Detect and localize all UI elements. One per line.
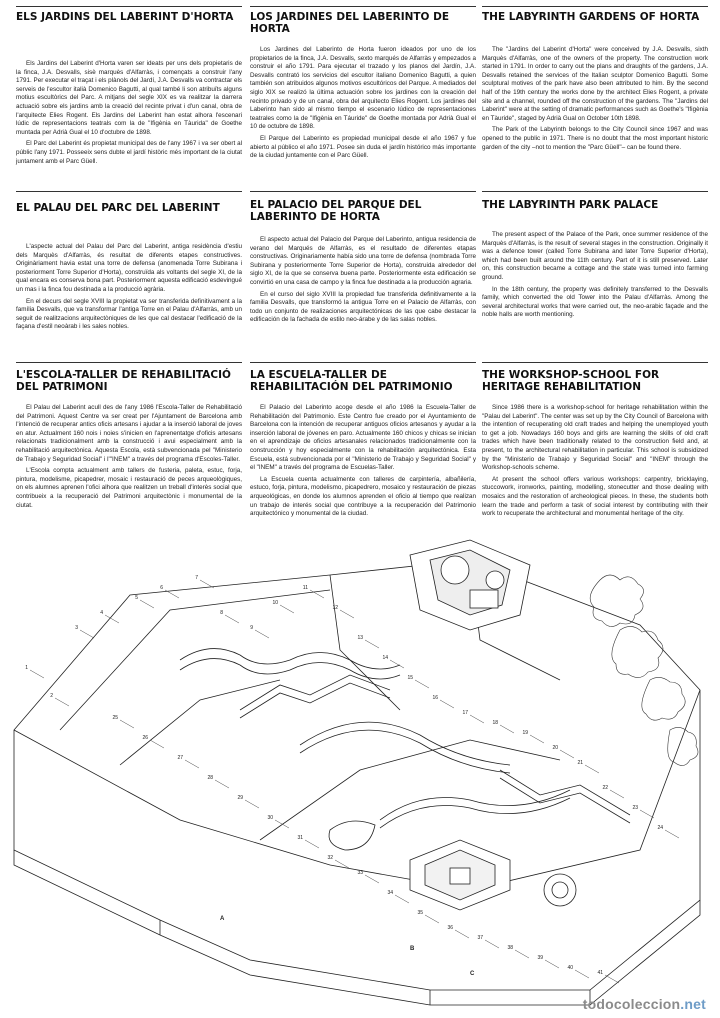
callout-number: 10 [272, 600, 278, 606]
callout-number: 18 [492, 720, 498, 726]
callout-letter: A [220, 916, 225, 922]
callout-leader [30, 670, 44, 678]
paragraph: El Palacio del Laberinto acoge desde el año 1986 la Escuela-Taller de Rehabilitación del Patrimonio. Este Centro fue creado por el Ayuntamiento de Barcelona con la intención de recuperar antiguos oficios artesanos y ayudar a la inserción laboral de jóvenes en paro. Actualmente 160 chicos y chicas se inician en el aprendizaje de oficios artesanales relacionados tradicionalmente con la construcción y hoy especialmente con la rehabilitación arquitectónica. Esta Escuela, está subvencionada por el "Ministerio de Trabajo y Seguridad Social" y el "INEM" a través del programa de Escuelas-Taller. [250, 404, 476, 472]
callout-number: 1 [25, 665, 28, 671]
callout-number: 21 [577, 760, 583, 766]
paragraph: Since 1986 there is a workshop-school for heritage rehabilitation within the "Palau del Laberint". The center was set up by the City Council of Barcelona with the intention of recuperating old craft trades and helping the unemployed youth to get a job. Nowadays 160 boys and girls are learning the skills of old craft trades which have been traditionally related to the construction field and, at present, to the architectural rehabilitation in particular. This school is subsidized by the "Ministerio de Trabajo y Seguridad Social" and "INEM" through the Workshop-schools scheme. [482, 404, 708, 472]
callout-number: 25 [112, 715, 118, 721]
callout-number: 11 [302, 585, 308, 591]
callout-number: 23 [632, 805, 638, 811]
section-heading: EL PALACIO DEL PARQUE DEL LABERINTO DE HORTA [250, 199, 422, 223]
divider [16, 362, 242, 363]
callout-number: 33 [357, 870, 363, 876]
callout-number: 5 [135, 595, 138, 601]
callout-number: 8 [220, 610, 223, 616]
section-body [16, 60, 242, 169]
callout-number: 22 [602, 785, 608, 791]
divider [482, 6, 708, 7]
paragraph: El Parc del Laberint és propietat municipal des de l'any 1967 i va ser obert al públic l'any 1971. Posseeix sens dubte el jardí històric més important de la ciutat juntament amb el Parc Güell. [16, 140, 242, 165]
callout-number: 27 [177, 755, 183, 761]
section-body [482, 46, 708, 155]
callout-number: 20 [552, 745, 558, 751]
paragraph: En el decurs del segle XVIII la propietat va ser transferida definitivament a la família Desvalls, que va transformar l'antiga Torre en el Palau d'Alfarràs, amb un seguit de realitzacions arquitectòniques de les que cal destacar l'edificació de la façana d'estil neoàrab i les sales nobles. [16, 297, 242, 331]
paragraph: In the 18th century, the property was definitely transferred to the Desvalls family, which converted the old Tower into the Palau d'Alfarràs. Among the several architectural works that were carried out, the neo-arabic façade and the noble halls are worth mentioning. [482, 285, 708, 319]
callout-number: 39 [537, 955, 543, 961]
divider [482, 362, 708, 363]
section-body [16, 243, 242, 335]
watermark-domain: .net [680, 996, 706, 1012]
callout-leader [605, 975, 619, 983]
section-heading: LA ESCUELA-TALLER DE REHABILITACIÓN DEL PATRIMONIO [250, 369, 453, 393]
axonometric-plan [0, 520, 720, 1018]
divider [16, 191, 242, 192]
callout-number: 7 [195, 575, 198, 581]
callout-number: 36 [447, 925, 453, 931]
paragraph: At present the school offers various workshops: carpentry, bricklaying, stuccowork, ironworks, painting, modelling, stonecutter and those dealing with mosaics and the restoration of archeological pieces. In these, the students both learn the trade and perform a task of social interest by contributing with their work to recuperate the architectural and monumental heritage of the city. [482, 475, 708, 518]
divider [250, 191, 476, 192]
paragraph: El aspecto actual del Palacio del Parque del Laberinto, antigua residencia de verano del Marqués de Alfarràs, es el resultado de diferentes etapas constructivas. Originariamente había sido una torre de defensa (nombrada Torre Subirana y posteriormente Torre Superior de Horta), construida alrededor del siglo XI, de la que se conserva buena parte. Posteriormente esta edificación se convirtió en una casa de campo y la finca fue destinada a la producción agraria. [250, 236, 476, 286]
paragraph: The Park of the Labyrinth belongs to the City Council since 1967 and was opened to the public in 1971. There is no doubt that the most important historic garden of the city –not to mention the "Parc Güell"– can be found there. [482, 126, 708, 151]
callout-letter: C [470, 971, 475, 977]
plan-drawing [0, 520, 720, 1018]
paragraph: La Escuela cuenta actualmente con talleres de carpintería, albañilería, estuco, forja, pintura, modelismo, picapedrero, mosaico y restauración de piezas arqueológicas, en donde los alumnos aprenden el oficio al tiempo que realizan un trabajo de interés social que contribuye a la recuperación del Patrimonio arquitectónico y monumental de la ciudad. [250, 475, 476, 518]
section-body [250, 404, 476, 522]
callout-letter: B [410, 946, 415, 952]
callout-number: 41 [597, 970, 603, 976]
callout-number: 6 [160, 585, 163, 591]
callout-number: 2 [50, 693, 53, 699]
callout-number: 4 [100, 610, 103, 616]
callout-number: 19 [522, 730, 528, 736]
callout-number: 17 [462, 710, 468, 716]
callout-number: 13 [357, 635, 363, 641]
callout-leader [80, 630, 94, 638]
divider [16, 6, 242, 7]
callout-leader [200, 580, 214, 588]
callout-number: 26 [142, 735, 148, 741]
section-heading: ELS JARDINS DEL LABERINT D'HORTA [16, 11, 234, 23]
paragraph: L'aspecte actual del Palau del Parc del Laberint, antiga residència d'estiu dels Marquès d'Alfarràs, és resultat de diferents etapes constructives. Originàriament havia estat una torre de defensa (anomenada Torre Subirana i posteriorment Torre Superior d'Horta), construïda als voltants del segle XI, de la qual encara es conserva bona part. Posteriorment aquesta edificació esdevingué un mas i la finca fou destinada a la producció agrària. [16, 243, 242, 293]
callout-number: 9 [250, 625, 253, 631]
callout-number: 34 [387, 890, 393, 896]
paragraph: The present aspect of the Palace of the Park, once summer residence of the Marquès d'Alfarràs, is the result of several stages in the construction. Originally it was a defence tower (called Torre Subirana and later Torre Superior d'Horta), which had been built around the 11th century. Part of it is still preserved. Later on, this construction became a cottage and the state was turned into farming ground. [482, 231, 708, 281]
section-heading: THE WORKSHOP-SCHOOL FOR HERITAGE REHABILITATION [482, 369, 660, 393]
section-body [482, 404, 708, 522]
callout-number: 35 [417, 910, 423, 916]
paragraph: Los Jardines del Laberinto de Horta fueron ideados por uno de los propietarios de la finca, J.A. Desvalls, sexto marqués de Alfarràs y empezados a construir el año 1791. Para ejecutar el trazado y los planos del Jardín, J.A. Desvalls contrató los servicios del escultor italiano Domenico Bagutti, a quien también son atribuidos algunos motivos escultóricos del Parque. A mediados del siglo XIX se realizó la última actuación sobre los jardines con la creación del recinto privado y de un canal, obra del arquitecto Elies Rogent. Los jardines del Laberinto han sido al mismo tiempo el escenario lúdico de representaciones teatrales como la de "Ifigènia en Táuride" de Goethe montada por Adrià Gual el 10 de octubre de 1898. [250, 46, 476, 131]
callout-number: 31 [297, 835, 303, 841]
callout-number: 16 [432, 695, 438, 701]
paragraph: The "Jardins del Laberint d'Horta" were conceived by J.A. Desvalls, sixth Marquès d'Alfarràs, one of the owners of the property. The construction work started in 1791. In order to carry out the plans and draughts of the gardens, J.A. Desvalls retained the services of the Italian sculptor Domenico Bagutti. Some sculptural motives of the park have also been attributed to him. By the second half of the 19th century the works done by the architect Elies Rogent, a private site and a channel, rounded off the construction of the gardens. The "Jardins del Laberint" were at the setting of dramatic performances such as Goethe's "Ifigènia en Tàuride", staged by Adrià Gual on October 10th 1898. [482, 46, 708, 122]
watermark-text: todocoleccion [582, 996, 681, 1012]
divider [482, 191, 708, 192]
terrain-outline [14, 560, 700, 1005]
section-body [250, 46, 476, 164]
callout-number: 30 [267, 815, 273, 821]
section-heading: LOS JARDINES DEL LABERINTO DE HORTA [250, 11, 450, 35]
callout-number: 15 [407, 675, 413, 681]
section-heading: EL PALAU DEL PARC DEL LABERINT [16, 202, 220, 214]
callout-number: 3 [75, 625, 78, 631]
section-body [482, 231, 708, 323]
callout-number: 24 [657, 825, 663, 831]
callout-number: 14 [382, 655, 388, 661]
watermark [583, 996, 706, 1012]
section-heading: THE LABYRINTH PARK PALACE [482, 199, 659, 211]
divider [250, 6, 476, 7]
section-body [250, 236, 476, 328]
paragraph: Els Jardins del Laberint d'Horta varen ser ideats per uns dels propietaris de la finca, J.A. Desvalls, sisè marquès d'Alfarràs, i començats a construir l'any 1791. Per executar el traçat i els plànols del Jardí, J.A. Desvalls va contractar els serveis de l'escultor italià Domenico Bagutti, al qual també li son atribuïts alguns motius escultòrics del Parc. A mitjans del segle XIX es va realitzar la darrera actuació sobre els jardins amb la creació del recinte privat i d'un canal, obra de l'arquitecte Elies Rogent. Els Jardins del Laberint han estat alhora l'escenari lúdic de representacions teatrals com la de "Ifigènia en Tàurida" de Goethe muntada per Adrià Gual el 10 d'octubre de 1898. [16, 60, 242, 136]
paragraph: En el curso del siglo XVIII la propiedad fue transferida definitivamente a la familia Desvalls, que transformó la antigua Torre en el Palacio de Alfarràs, con todo un conjunto de realizaciones arquitectónicas de las que cabe destacar la edificación de la fachada de estilo neo-árabe y de las salas nobles. [250, 290, 476, 324]
callout-number: 38 [507, 945, 513, 951]
callout-number: 32 [327, 855, 333, 861]
paragraph: El Parque del Laberinto es propiedad municipal desde el año 1967 y fue abierto al público el año 1971. Posee sin duda el jardín histórico más importante de la ciudad juntamente con el Parc Güell. [250, 134, 476, 160]
callout-number: 12 [332, 605, 338, 611]
paragraph: El Palau del Laberint acull des de l'any 1986 l'Escola-Taller de Rehabilitació del Patrimoni. Aquest Centre va ser creat per l'Ajuntament de Barcelona amb l'intenció de recuperar antics oficis artesans i ajudar a la inserció laboral de joves en atur. Actualment 160 nois i noies s'inicien en l'aprenentatge d'oficis artesans relacionats tradicionalment amb la construcció i avui especialment amb la rehabilitació arquitectònica. Aquesta Escola, està subvencionada pel "Ministerio de Trabajo y Seguridad Social" i l'"INEM" a través del programa d'Escoles-Taller. [16, 404, 242, 463]
section-heading: L'ESCOLA-TALLER DE REHABILITACIÓ DEL PATRIMONI [16, 369, 231, 393]
callout-number: 29 [237, 795, 243, 801]
callout-number: 37 [477, 935, 483, 941]
callout-number: 28 [207, 775, 213, 781]
paragraph: L'Escola compta actualment amb tallers de fusteria, paleta, estuc, forja, pintura, modelisme, picapedrer, mosaic i restauració de peces arqueològiques, on els alumnes aprenen l'ofici alhora que realitzen un treball d'interès social que contribueix a la recuperació del Patrimoni arquitectònic i monumental de la ciutat. [16, 467, 242, 509]
section-body [16, 404, 242, 513]
section-heading: THE LABYRINTH GARDENS OF HORTA [482, 11, 700, 23]
callout-number: 40 [567, 965, 573, 971]
divider [250, 362, 476, 363]
